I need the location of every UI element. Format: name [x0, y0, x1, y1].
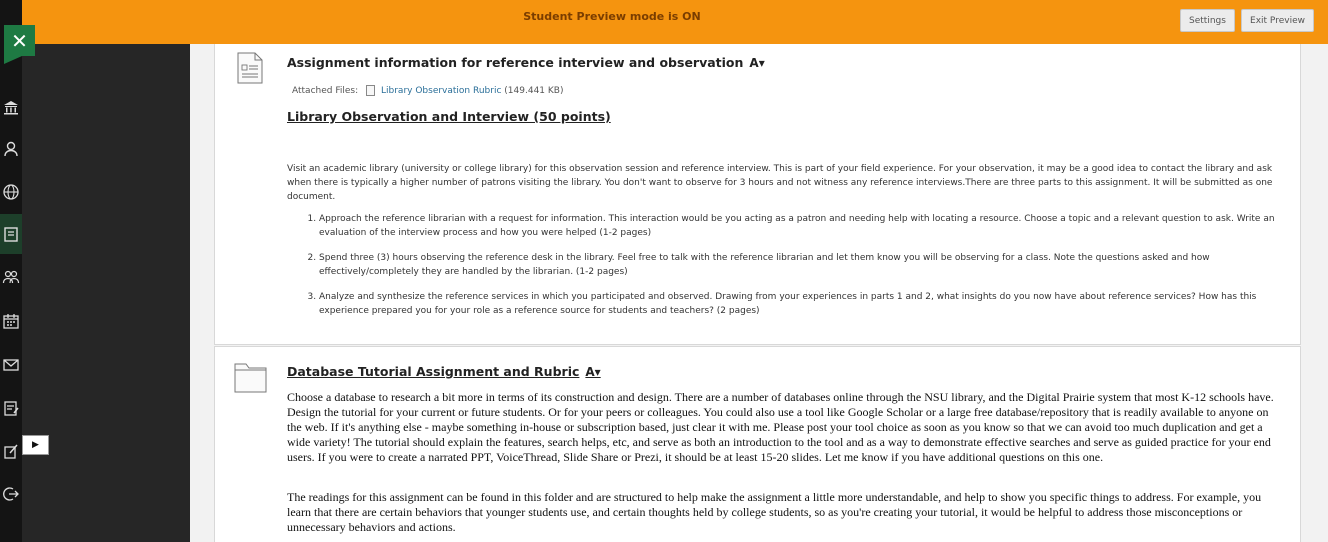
document-icon [237, 52, 263, 84]
user-icon[interactable] [0, 135, 22, 163]
globe-icon[interactable] [0, 178, 22, 206]
assignment-heading: Library Observation and Interview (50 points) [287, 109, 611, 124]
file-icon [366, 85, 375, 96]
list-item: 3. Analyze and synthesize the reference services in which you participated and observed. Drawing from your experiences in parts 1 and 2, what insights do you now have about reference services? How has this experience prepared you for your role as a reference source for students and teachers? (2 pages) [319, 290, 1277, 318]
close-preview-button[interactable]: ✕ [4, 25, 35, 56]
global-nav-rail [0, 0, 22, 542]
item-title[interactable] [287, 55, 765, 70]
preview-status-text: Student Preview mode is ON [523, 10, 701, 23]
course-menu-panel [22, 0, 190, 542]
content-area [190, 0, 1328, 542]
item-title-text[interactable]: Database Tutorial Assignment and Rubric [287, 364, 580, 379]
file-size: (149.441 KB) [504, 86, 564, 96]
courses-icon[interactable] [0, 214, 22, 254]
calendar-icon[interactable] [0, 307, 22, 335]
content-item [214, 346, 1301, 542]
attached-files-label: Attached Files: [292, 85, 359, 96]
folder-description: The readings for this assignment can be found in this folder and are structured to help make the assignment a little more understandable, and help to show you specific things to address. For example, you learn that there are certain behaviors that younger students use, and certain thoughts held by college students, so as you're creating your tutorial, it would be helpful to address those misconceptions or unnecessary behaviors and actions. [287, 490, 1262, 534]
tools-icon[interactable] [0, 437, 22, 465]
expand-menu-button[interactable]: ▶ [22, 435, 49, 455]
options-menu-icon[interactable]: A▾ [585, 364, 601, 379]
folder-icon [234, 361, 267, 393]
file-link[interactable]: Library Observation Rubric [381, 86, 502, 96]
assignment-intro: Visit an academic library (university or college library) for this observation session and reference interview. This is part of your field experience. For your observation, it may be a good idea to contact the library and ask when there is typically a higher number of patrons visiting the library. You don't want to observe for 3 hours and not witness any reference interviews.There are three parts to this assignment. It will be submitted as one document. [287, 164, 1273, 202]
assignment-steps [287, 212, 1277, 329]
options-menu-icon[interactable]: A▾ [749, 55, 765, 70]
attached-files [292, 85, 563, 96]
list-item: 2. Spend three (3) hours observing the reference desk in the library. Feel free to talk with the reference librarian and let them know you will be observing for a class. Note the questions asked and how effectively/completely they are handled by the librarian. (1-2 pages) [319, 251, 1277, 279]
settings-button[interactable]: Settings [1180, 9, 1235, 32]
list-item: 1. Approach the reference librarian with a request for information. This interaction would be you acting as a patron and needing help with locating a resource. Choose a topic and a relevant question to ask. Write an evaluation of the interview process and how you were helped (1-2 pages) [319, 212, 1277, 240]
institution-icon[interactable] [0, 93, 22, 121]
groups-icon[interactable] [0, 263, 22, 291]
exit-preview-button[interactable]: Exit Preview [1241, 9, 1314, 32]
folder-description: Choose a database to research a bit more in terms of its construction and design. There are a number of databases online through the NSU library, and the Digital Prairie system that most K-12 schools have. Design the tutorial for your current or future students. Or for your peers or colleagues. You could also use a tool like Google Scholar or a large free database/repository that is readily available to anyone on the web. If it's anything else - maybe something in-house or subscription based, just clear it with me. Please post your tool choice as soon as you know so that we can avoid too much duplication and get a wide variety! The tutorial should explain the features, search helps, etc, and serve as both an introduction to the tool and as a way to demonstrate effective searches and serve as guided practice for your end users. If you were to create a narrated PPT, VoiceThread, Slide Share or Prezi, it should be at least 15-20 slides. Let me know if you have additional questions on this one. [287, 390, 1274, 464]
grades-icon[interactable] [0, 394, 22, 422]
item-title[interactable] [287, 364, 601, 379]
signout-icon[interactable] [0, 480, 22, 508]
messages-icon[interactable] [0, 351, 22, 379]
student-preview-banner [22, 0, 1328, 44]
item-title-text[interactable]: Assignment information for reference interview and observation [287, 55, 744, 70]
content-item [214, 44, 1301, 345]
